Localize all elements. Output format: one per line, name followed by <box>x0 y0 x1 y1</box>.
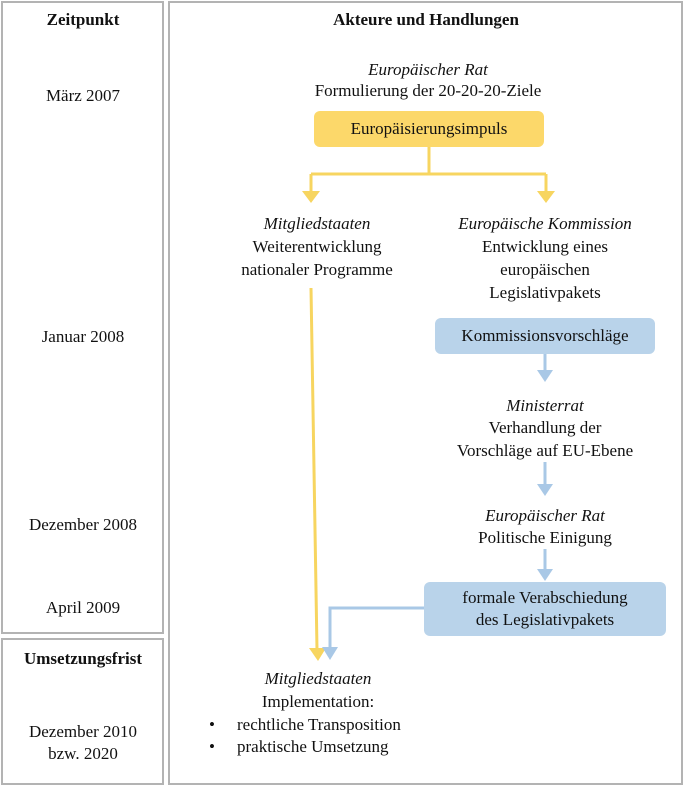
commission-action-2: europäischen <box>500 260 590 279</box>
council2-actor: Europäischer Rat <box>485 506 605 525</box>
arrowhead-yellow-implementation <box>309 648 326 661</box>
arrowhead-to-commission <box>537 191 555 203</box>
ministers-actor: Ministerrat <box>506 396 584 415</box>
impl-action: Implementation: <box>261 692 375 711</box>
ministers-action-1: Verhandlung der <box>488 418 602 437</box>
blue-implementation-line <box>330 608 424 648</box>
impl-bullet-item: • praktische Umsetzung <box>209 736 401 758</box>
arrowhead-to-council2 <box>537 484 553 496</box>
time-januar-2008: Januar 2008 <box>41 327 125 346</box>
member-states-actor: Mitgliedstaaten <box>263 214 371 233</box>
time-deadline-line1: Dezember 2010 <box>28 722 138 741</box>
council-actor: Europäischer Rat <box>368 60 488 79</box>
proposals-box <box>435 318 655 354</box>
time-april-2009: April 2009 <box>45 598 121 617</box>
yellow-split-arrows <box>311 147 546 194</box>
commission-action-3: Legislativpakets <box>489 283 601 302</box>
yellow-implementation-line <box>311 288 317 650</box>
ministers-action-2: Vorschläge auf EU-Ebene <box>456 441 634 460</box>
impulse-box <box>314 111 544 147</box>
arrowhead-to-adoption <box>537 569 553 581</box>
adoption-box <box>424 582 666 636</box>
arrowhead-blue-implementation <box>322 647 338 660</box>
adoption-box-line2: des Legislativpakets <box>475 610 615 629</box>
council-action: Formulierung der 20-20-20-Ziele <box>314 81 542 100</box>
council2-action: Politische Einigung <box>478 528 612 547</box>
time-deadline-line2: bzw. 2020 <box>48 744 118 763</box>
time-dezember-2008: Dezember 2008 <box>28 515 138 534</box>
member-states-action-2: nationaler Programme <box>241 260 393 279</box>
impulse-box-label: Europäisierungsimpuls <box>350 119 508 138</box>
adoption-box-line1: formale Verabschiedung <box>462 588 628 607</box>
arrowhead-to-ministerrat <box>537 370 553 382</box>
time-maerz-2007: März 2007 <box>45 86 121 105</box>
deadline-column-header: Umsetzungsfrist <box>23 649 143 668</box>
impl-actor: Mitgliedstaaten <box>264 669 372 688</box>
arrowhead-to-member-states <box>302 191 320 203</box>
commission-action-1: Entwicklung eines <box>481 237 609 256</box>
actors-column-header: Akteure und Handlungen <box>333 10 519 29</box>
impl-bullet-item: • rechtliche Transposition <box>209 714 401 736</box>
proposals-box-label: Kommissionsvorschläge <box>461 326 629 345</box>
time-column-header: Zeitpunkt <box>46 10 120 29</box>
impl-bullet-list <box>209 714 401 758</box>
member-states-action-1: Weiterentwicklung <box>252 237 382 256</box>
commission-actor: Europäische Kommission <box>458 214 632 233</box>
